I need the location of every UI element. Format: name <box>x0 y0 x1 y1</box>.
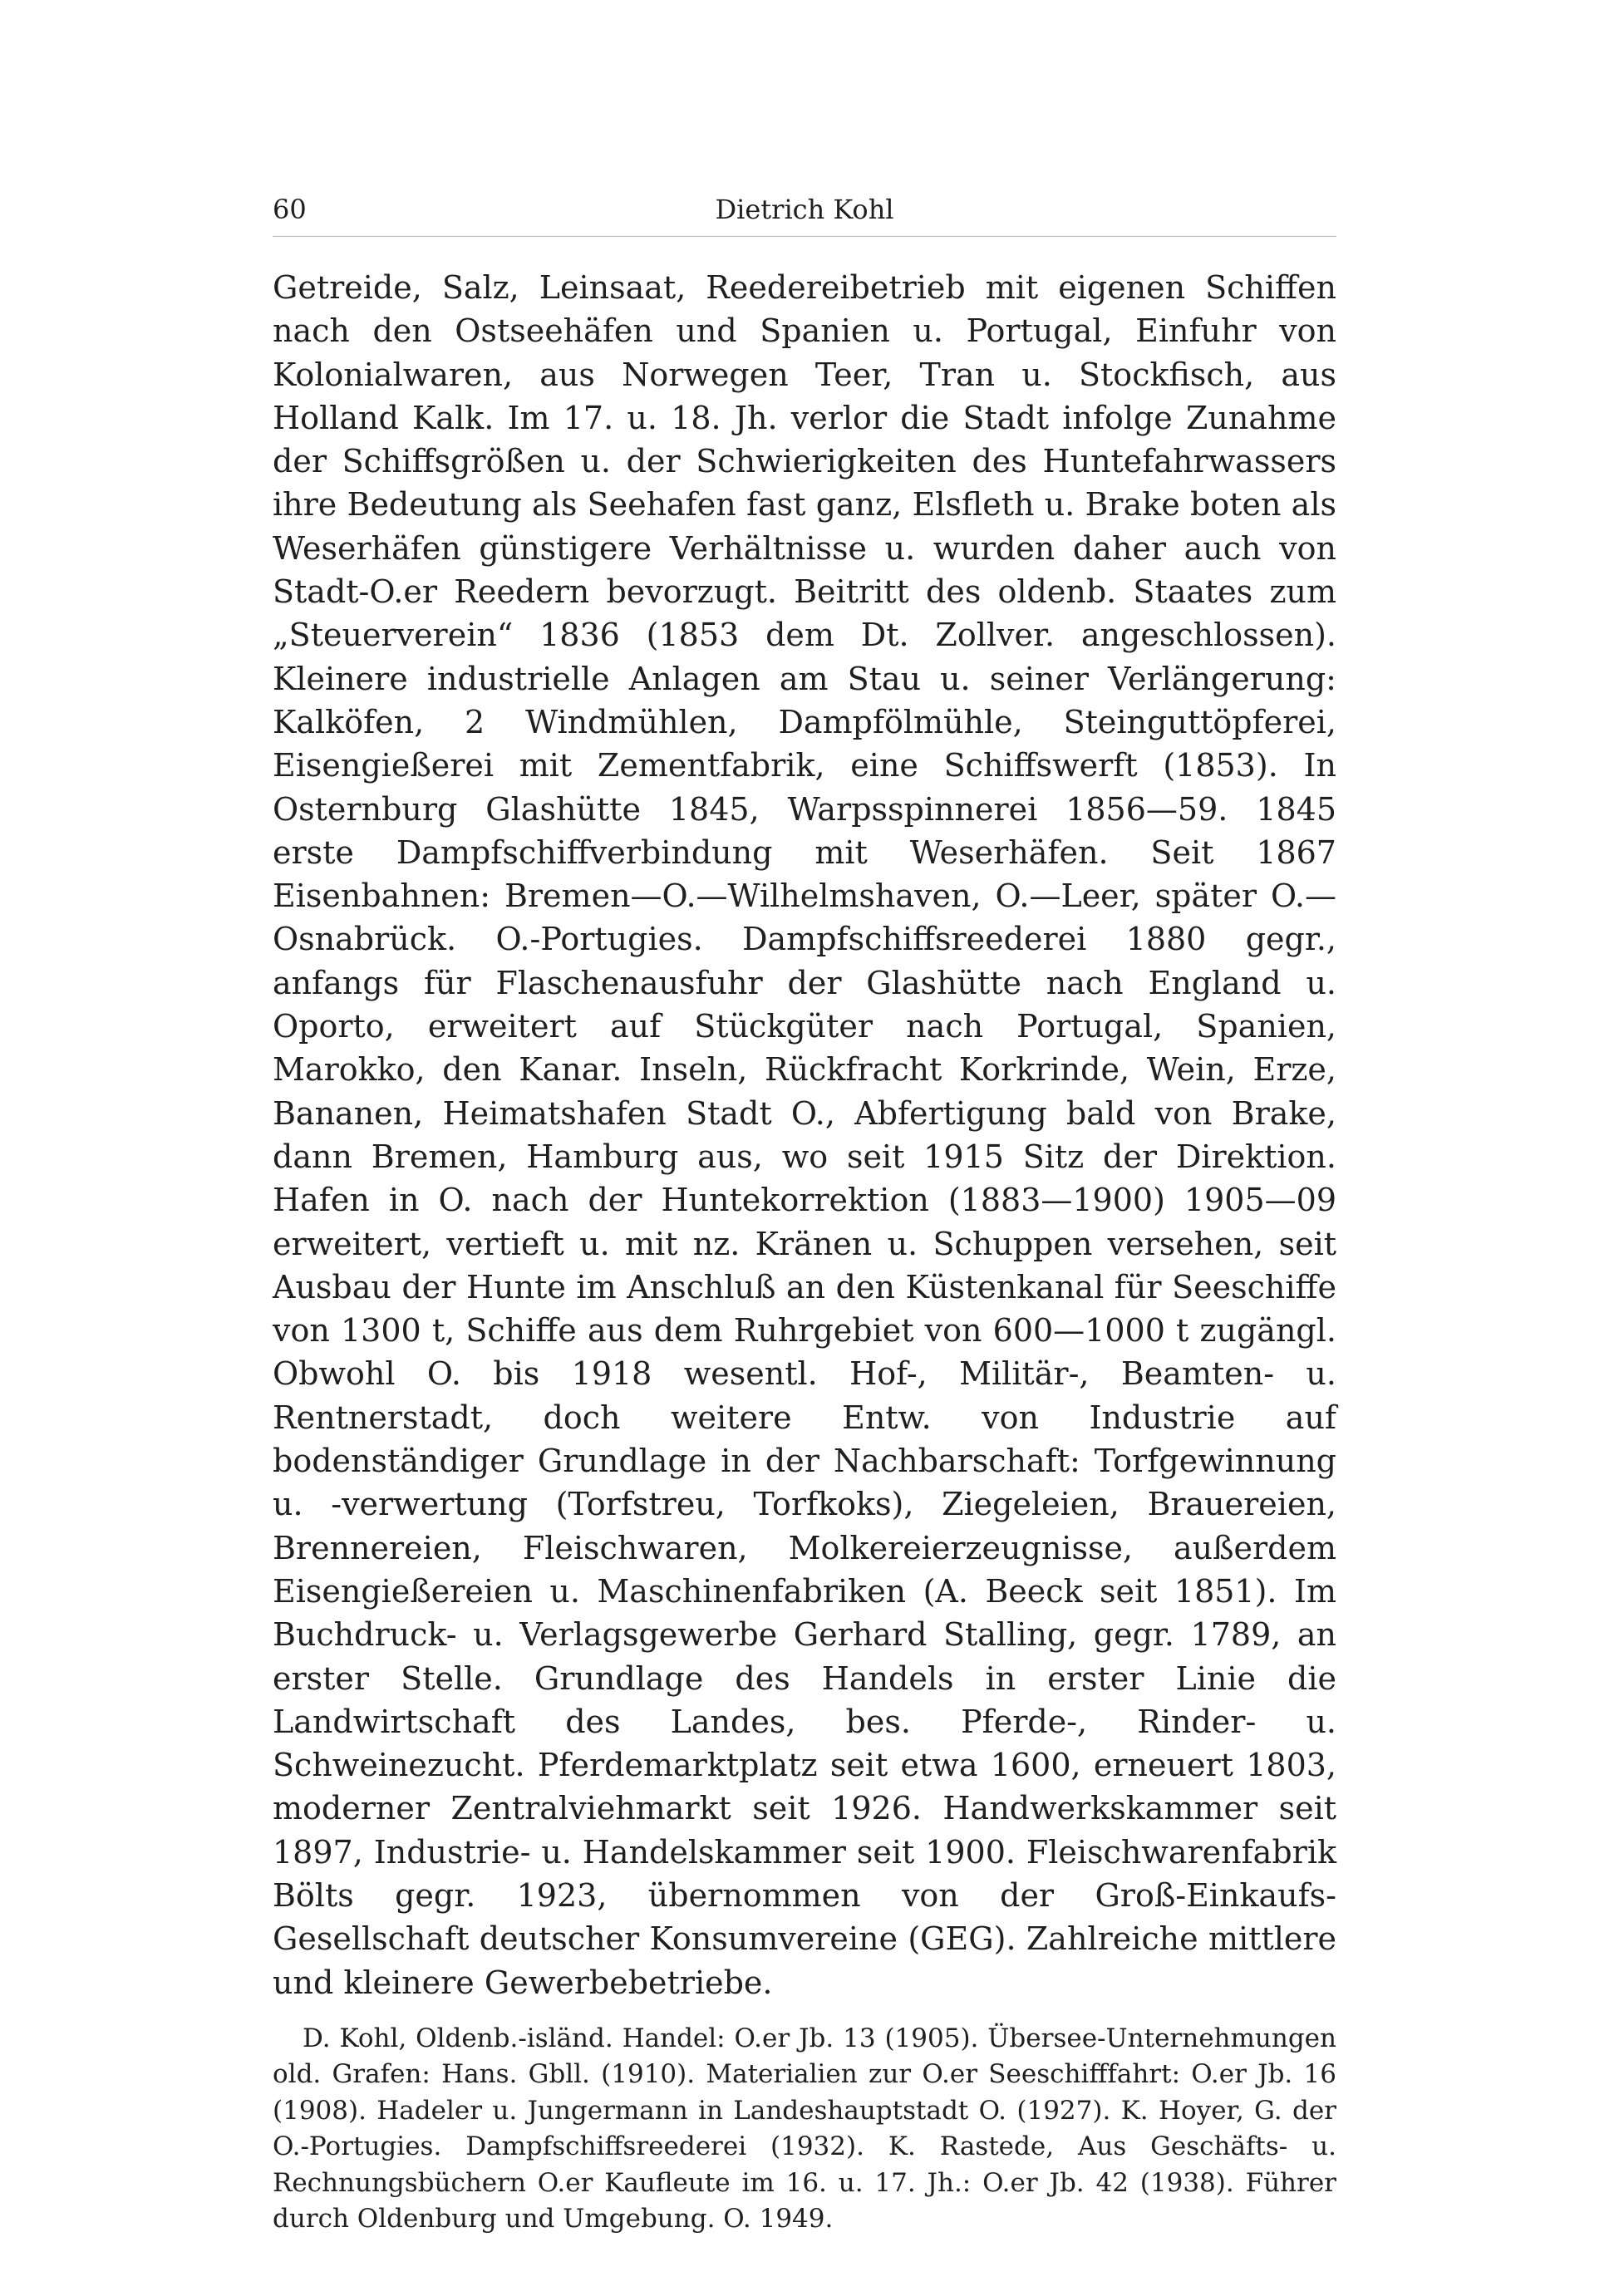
body-paragraph: Getreide, Salz, Leinsaat, Reedereibetrieb mit eigenen Schiffen nach den Ostseehäfen und Spanien u. Portugal, Einfuhr von Kolonialwaren, aus Norwegen Teer, Tran u. Stockfisch, aus Holland Kalk. Im 17. u. 18. Jh. verlor die Stadt infolge Zunahme der Schiffsgrößen u. der Schwierigkeiten des Huntefahrwassers ihre Bedeutung als Seehafen fast ganz, Elsfleth u. Brake boten als Weserhäfen günstigere Verhältnisse u. wurden daher auch von Stadt-O.er Reedern bevorzugt. Beitritt des oldenb. Staates zum „Steuerverein“ 1836 (1853 dem Dt. Zollver. angeschlossen). Kleinere industrielle Anlagen am Stau u. seiner Verlängerung: Kalköfen, 2 Windmühlen, Dampfölmühle, Steinguttöpferei, Eisengießerei mit Zementfabrik, eine Schiffswerft (1853). In Osternburg Glashütte 1845, Warpsspinnerei 1856—59. 1845 erste Dampfschiffverbindung mit Weserhäfen. Seit 1867 Eisenbahnen: Bremen—O.—Wilhelmshaven, O.—Leer, später O.—Osnabrück. O.-Portugies. Dampfschiffsreederei 1880 gegr., anfangs für Flaschenausfuhr der Glashütte nach England u. Oporto, erweitert auf Stückgüter nach Portugal, Spanien, Marokko, den Kanar. Inseln, Rückfracht Korkrinde, Wein, Erze, Bananen, Heimatshafen Stadt O., Abfertigung bald von Brake, dann Bremen, Hamburg aus, wo seit 1915 Sitz der Direktion. Hafen in O. nach der Huntekorrektion (1883—1900) 1905—09 erweitert, vertieft u. mit nz. Kränen u. Schuppen versehen, seit Ausbau der Hunte im Anschluß an den Küstenkanal für Seeschiffe von 1300 t, Schiffe aus dem Ruhrgebiet von 600—1000 t zugängl. Obwohl O. bis 1918 wesentl. Hof-, Militär-, Beamten- u. Rentnerstadt, doch weitere Entw. von Industrie auf bodenständiger Grundlage in der Nachbarschaft: Torfgewinnung u. -verwertung (Torfstreu, Torfkoks), Ziegeleien, Brauereien, Brennereien, Fleischwaren, Molkereierzeugnisse, außerdem Eisengießereien u. Maschinenfabriken (A. Beeck seit 1851). Im Buchdruck- u. Verlagsgewerbe Gerhard Stalling, gegr. 1789, an erster Stelle. Grundlage des Handels in erster Linie die Landwirtschaft des Landes, bes. Pferde-, Rinder- u. Schweinezucht. Pferdemarktplatz seit etwa 1600, erneuert 1803, moderner Zentralviehmarkt seit 1926. Handwerkskammer seit 1897, Industrie- u. Handelskammer seit 1900. Fleischwarenfabrik Bölts gegr. 1923, übernommen von der Groß-Einkaufs-Gesellschaft deutscher Konsumvereine (GEG). Zahlreiche mittlere und kleinere Gewerbebetriebe. <box>273 269 1336 2001</box>
page-number: 60 <box>273 194 307 225</box>
page-header <box>273 188 1336 231</box>
header-divider <box>273 236 1336 237</box>
running-title: Dietrich Kohl <box>715 194 894 225</box>
page-content <box>273 266 1336 2238</box>
references-paragraph: D. Kohl, Oldenb.-isländ. Handel: O.er Jb. 13 (1905). Übersee-Unternehmungen old. Grafen: Hans. Gbll. (1910). Materialien zur O.er Seeschifffahrt: O.er Jb. 16 (1908). Hadeler u. Jungermann in Landeshauptstadt O. (1927). K. Hoyer, G. der O.-Portugies. Dampfschiffsreederei (1932). K. Rastede, Aus Geschäfts- u. Rechnungsbüchern O.er Kaufleute im 16. u. 17. Jh.: O.er Jb. 42 (1938). Führer durch Oldenburg und Umgebung. O. 1949. <box>273 2023 1336 2235</box>
